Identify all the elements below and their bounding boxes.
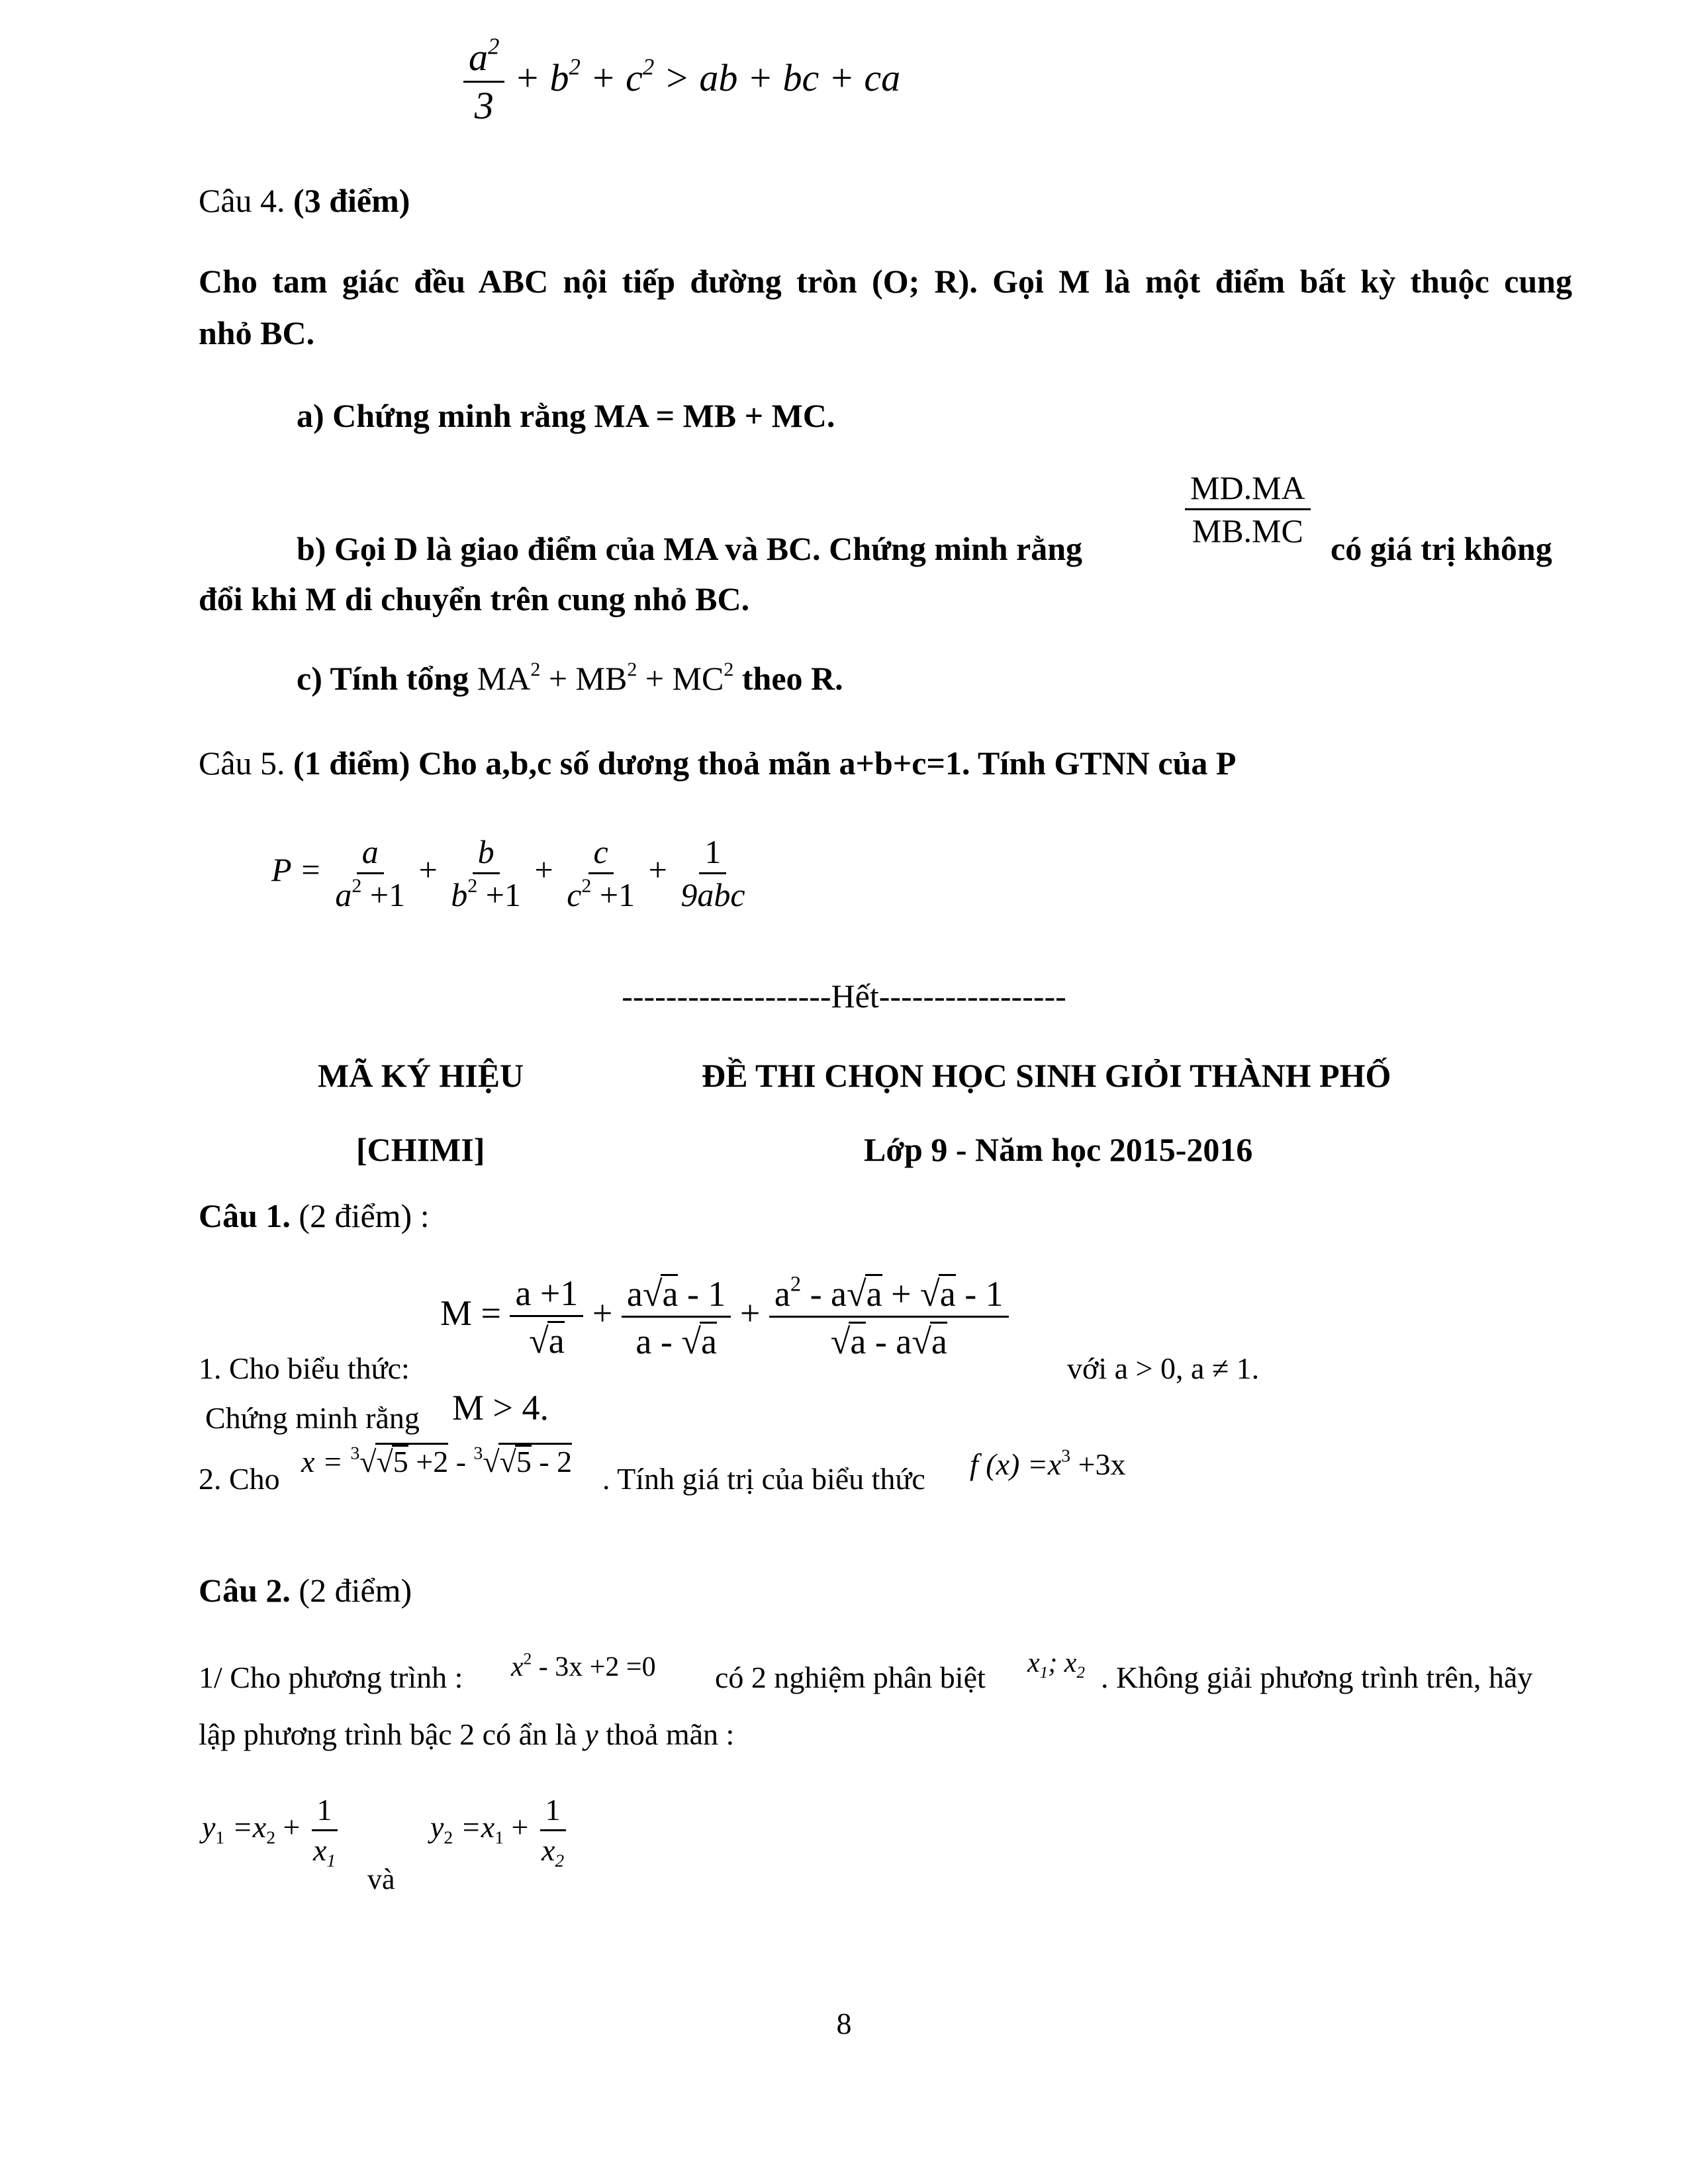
cau1-m-formula: M = $\frac{a +1}{√a}$ + $\frac{a√a - 1}{a - √a}$ + $\frac{a^2 - a√a + √a - 1}{√a - a√a}$ [440,1274,1009,1359]
page-number: 8 [836,2007,852,2040]
cau1-item2-tail: . Tính giá trị của biểu thức [602,1462,925,1496]
cau4-part-a: a) Chứng minh rằng MA = MB + MC. [297,397,835,434]
cau1-prove-label: Chứng minh rằng [205,1401,420,1435]
cau2-line1-a: 1/ Cho phương trình : [199,1661,463,1694]
cau2-y1-formula: $y_1 =x_2$ + $\frac{1}{x_1}$ [202,1795,341,1866]
cau1-heading: Câu 1. (2 điểm) : [199,1197,430,1234]
cau2-roots: $x_1$; $x_2$ [1027,1648,1085,1682]
cau2-va: và [367,1863,395,1895]
cau4-heading: Câu 4. (3 điểm) [199,182,410,219]
cau4-part-b-tail: có giá trị không [1331,530,1552,567]
header-left-title: MÃ KÝ HIỆU [318,1057,524,1094]
top-inequality: $\frac{a^2}{3}$ + $b^2 + c^2$ > ab + bc + ca [463,38,900,125]
header-right-title: ĐỀ THI CHỌN HỌC SINH GIỎI THÀNH PHỐ [702,1057,1391,1094]
cau2-heading: Câu 2. (2 điểm) [199,1572,412,1609]
cau4-part-b-fraction: $\frac{MD.MA}{MB.MC}$ [1185,471,1311,547]
cau1-item1-label: 1. Cho biểu thức: [199,1351,410,1385]
cau5-p-formula: P = $\frac{a}{a^2 +1}$ + $\frac{b}{b^2 +1}$ + $\frac{c}{c^2 +1}$ + $\frac{1}{\text{9abc}}$ [271,833,745,913]
end-mark: -------------------Hết----------------- [622,978,1066,1015]
cau4-intro-line1: Cho tam giác đều ABC nội tiếp đường tròn (O; R). Gọi M là một điểm bất kỳ thuộc cung [199,263,1572,300]
cau2-line1-b: có 2 nghiệm phân biệt [715,1661,986,1694]
top-fraction: $\frac{a^2}{3}$ [463,38,504,125]
cau2-equation: $x^2 - 3x +2 =0$ [511,1650,656,1682]
header-right-sub: Lớp 9 - Năm học 2015-2016 [864,1131,1253,1168]
cau4-part-c: c) Tính tổng $MA^2 + MB^2 + MC^2$ theo R. [297,659,843,697]
cau2-line2: lập phương trình bậc 2 có ẩn là y thoả mãn : [199,1717,735,1751]
cau4-part-b-line2: đổi khi M di chuyển trên cung nhỏ BC. [199,580,750,617]
header-left-code: [CHIMI] [356,1131,485,1168]
cau1-condition: với a > 0, a ≠ 1. [1067,1351,1260,1385]
cau4-part-b-text: b) Gọi D là giao điểm của MA và BC. Chứng minh rằng [297,530,1083,567]
cau1-prove-expr: M > 4. [452,1388,549,1428]
cau2-line1-c: . Không giải phương trình trên, hãy [1101,1661,1533,1694]
cau1-x-expr: x = $^3$√√5 +2 - $^3$√√5 - 2 [301,1442,573,1479]
cau4-intro-line2: nhỏ BC. [199,314,315,351]
cau5-heading: Câu 5. (1 điểm) Cho a,b,c số dương thoả mãn a+b+c=1. Tính GTNN của P [199,745,1237,782]
cau1-item2-label: 2. Cho [199,1462,280,1496]
cau1-f-expr: f $(x) =x^3 +3x$ [970,1445,1126,1481]
cau2-y2-formula: $y_2 =x_1$ + $\frac{1}{x_2}$ [430,1795,569,1866]
